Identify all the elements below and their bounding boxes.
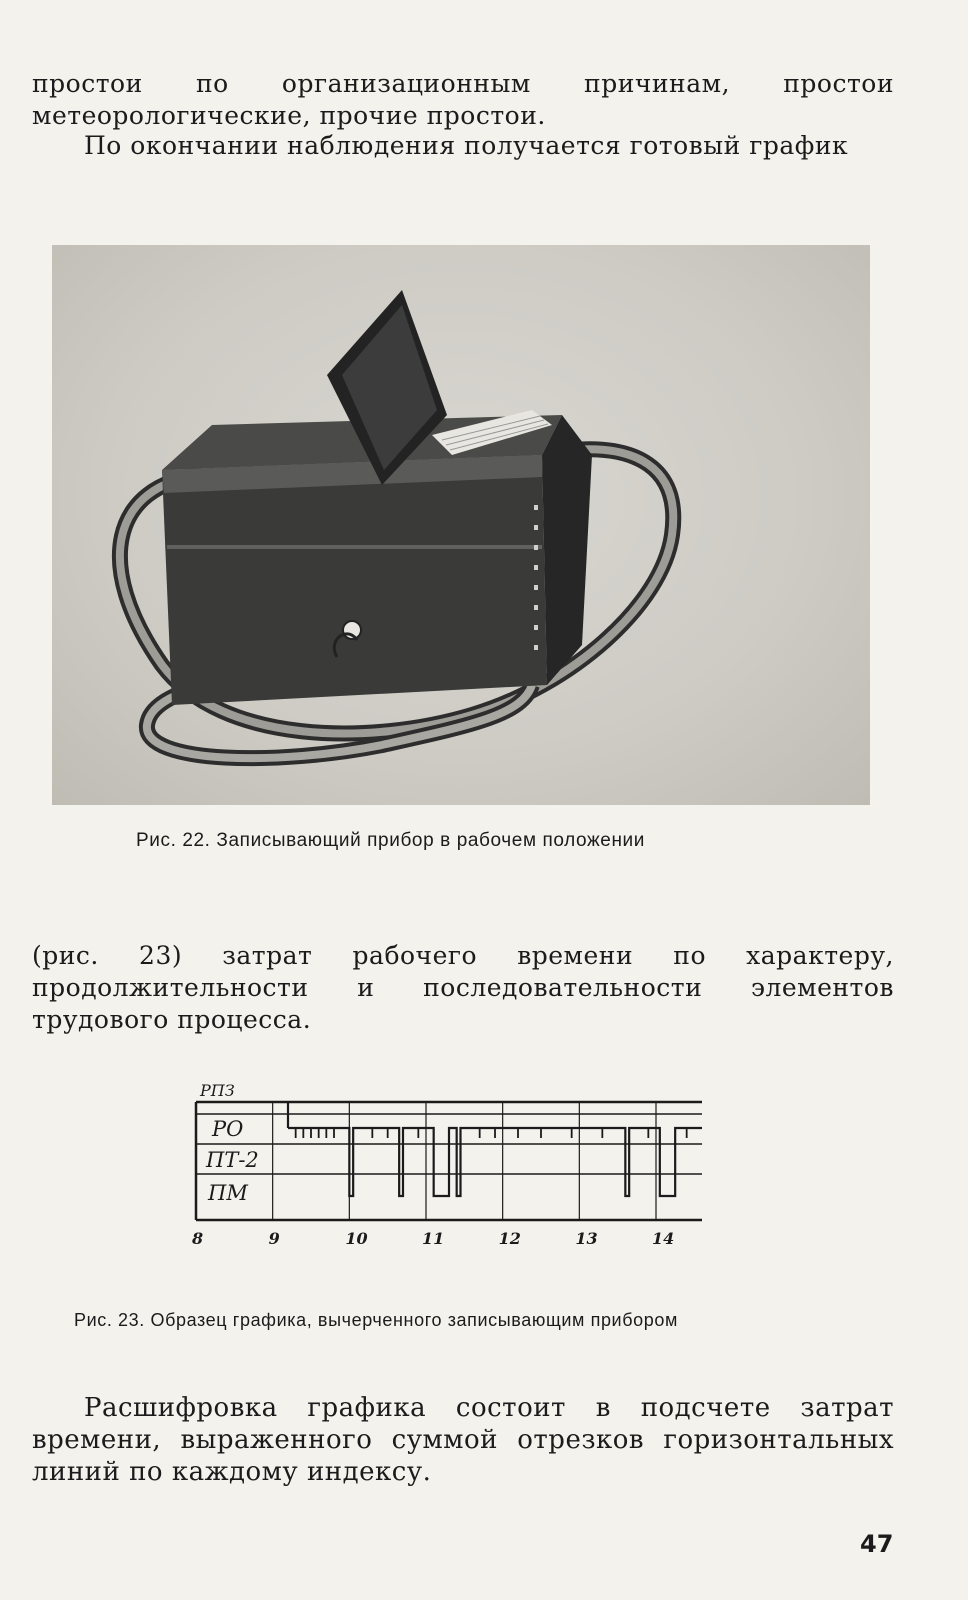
paragraph-3: (рис. 23) затрат рабочего времени по характеру, продолжительности и последовательности элементов трудового процесса.	[32, 941, 894, 1034]
paragraph-4: Расшифровка графика состоит в подсчете затрат времени, выраженного суммой отрезков горизонтальных линий по каждому индексу.	[32, 1393, 894, 1487]
row-label: ПМ	[208, 1181, 248, 1205]
x-tick-label: 14	[652, 1229, 675, 1248]
page-number: 47	[860, 1530, 894, 1558]
x-tick-label: 13	[575, 1229, 598, 1248]
x-tick-label: 10	[345, 1229, 368, 1248]
row-label: РО	[212, 1117, 244, 1141]
figure-23-caption: Рис. 23. Образец графика, вычерченного записывающим прибором	[74, 1310, 678, 1330]
figure-22-caption: Рис. 22. Записывающий прибор в рабочем положении	[136, 830, 645, 851]
chart-trace	[288, 1102, 702, 1196]
chart-x-labels	[191, 1229, 674, 1248]
x-tick-label: 11	[422, 1229, 445, 1248]
paragraph-1: простои по организационным причинам, простои метеорологические, прочие простои.	[32, 69, 894, 130]
row-label: РПЗ	[200, 1081, 235, 1100]
chart-svg	[190, 1081, 720, 1270]
x-tick-label: 12	[498, 1229, 521, 1248]
figure-23-chart	[190, 1081, 720, 1274]
figure-22-photo	[52, 245, 870, 805]
x-tick-label: 9	[268, 1229, 280, 1248]
recording-device-illustration	[52, 245, 870, 805]
paragraph-2: По окончании наблюдения получается готовый график	[84, 131, 849, 160]
chart-row-labels	[199, 1081, 259, 1205]
row-label: ПТ-2	[206, 1148, 259, 1172]
series-line	[288, 1128, 702, 1196]
x-tick-label: 8	[192, 1229, 204, 1248]
